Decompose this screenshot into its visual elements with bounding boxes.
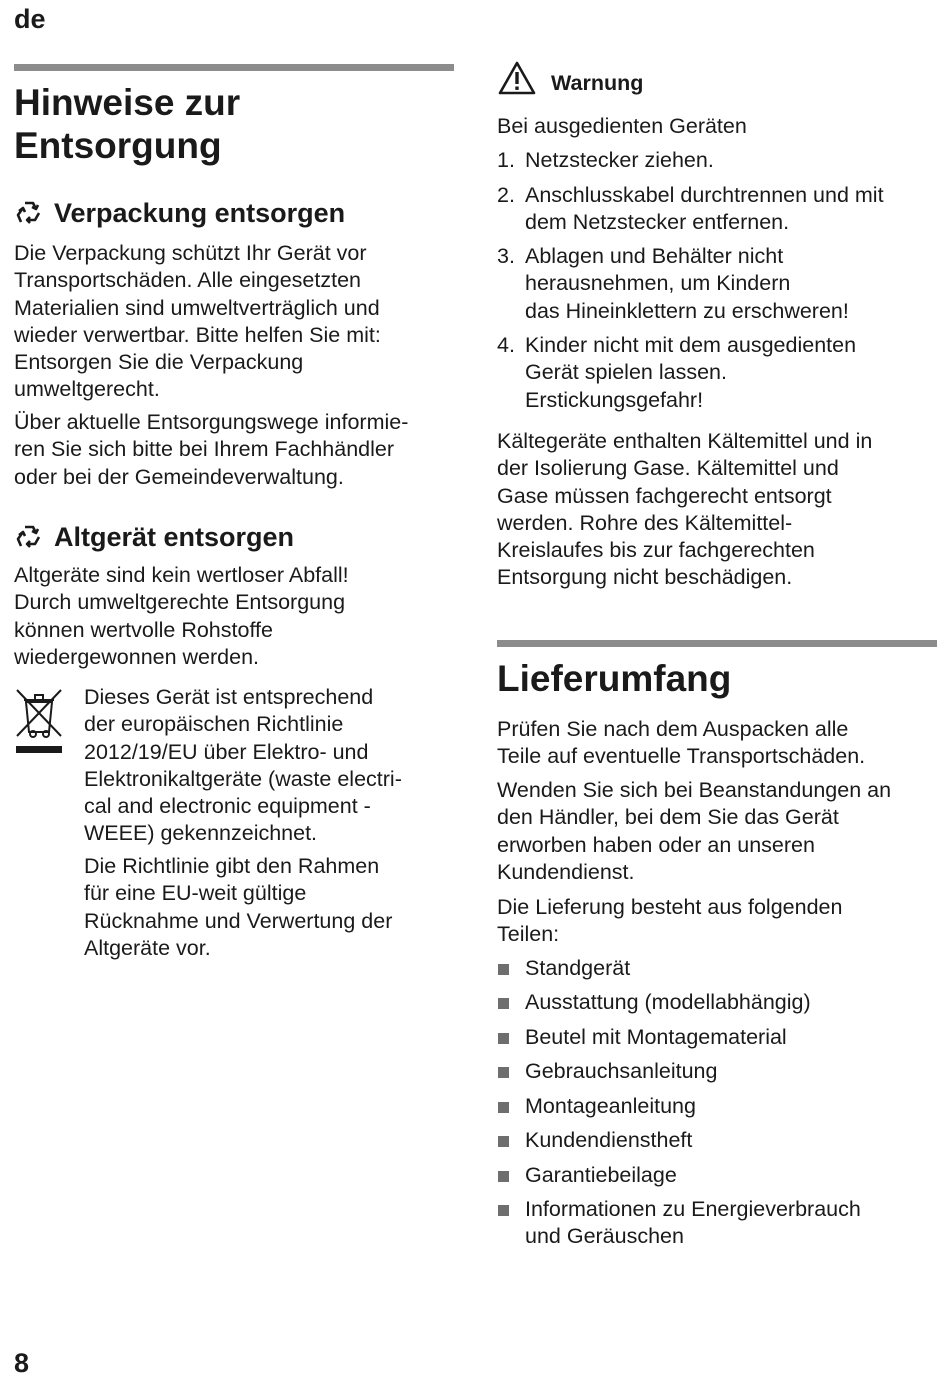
square-bullet-icon — [498, 1136, 509, 1147]
list-item-text: Standgerät — [525, 956, 631, 980]
section-rule — [14, 64, 454, 71]
list-item-text: Kundendienstheft — [525, 1128, 693, 1152]
step-number: 1. — [497, 148, 515, 172]
list-item-text: Informationen zu Energieverbrauch und Geräuschen — [525, 1197, 861, 1249]
square-bullet-icon — [498, 998, 509, 1009]
old-appliance-paragraph: Altgeräte sind kein wertloser Abfall! Durch umweltgerechte Entsorgung können wertvolle Rohstoffe wiedergewonnen werden. — [14, 563, 349, 669]
step-text: Anschlusskabel durchtrennen und mit dem Netzstecker entfernen. — [525, 183, 884, 235]
delivery-paragraph-3: Die Lieferung besteht aus folgenden Teilen: — [497, 895, 843, 947]
disposal-title-line1: Hinweise zur — [14, 82, 241, 123]
old-appliance-heading — [14, 521, 294, 553]
square-bullet-icon — [498, 1067, 509, 1078]
step-text: Kinder nicht mit dem ausgedienten Gerät spielen lassen. Erstickungsgefahr! — [525, 333, 857, 412]
packaging-paragraph-2: Über aktuelle Entsorgungswege informie- ren Sie sich bitte bei Ihrem Fachhändler oder bei der Gemeindeverwaltung. — [14, 410, 409, 489]
step-text: Netzstecker ziehen. — [525, 148, 714, 172]
list-item-text: Montageanleitung — [525, 1094, 696, 1118]
warning-intro: Bei ausgedienten Geräten — [497, 114, 747, 138]
square-bullet-icon — [498, 1171, 509, 1182]
packaging-heading — [14, 197, 345, 229]
list-item-text: Garantiebeilage — [525, 1163, 677, 1187]
page-number: 8 — [14, 1348, 30, 1378]
square-bullet-icon — [498, 1033, 509, 1044]
list-item-text: Gebrauchsanleitung — [525, 1059, 718, 1083]
square-bullet-icon — [498, 1205, 509, 1216]
square-bullet-icon — [498, 1102, 509, 1113]
disposal-title-line2: Entsorgung — [14, 125, 222, 166]
step-number: 3. — [497, 244, 515, 268]
section-rule — [497, 640, 937, 647]
square-bullet-icon — [498, 964, 509, 975]
warning-label: Warnung — [551, 71, 644, 95]
step-number: 4. — [497, 333, 515, 357]
delivery-paragraph-1: Prüfen Sie nach dem Auspacken alle Teile auf eventuelle Transportschäden. — [497, 717, 866, 769]
packaging-paragraph-1: Die Verpackung schützt Ihr Gerät vor Transportschäden. Alle eingesetzten Materialien sind umweltverträglich und wieder verwertbar. Bitte helfen Sie mit: Entsorgen Sie die Verpackung umweltgerecht. — [14, 241, 381, 402]
weee-paragraph-1: Dieses Gerät ist entsprechend der europäischen Richtlinie 2012/19/EU über Elektro- und Elektronikaltgeräte (waste electri- cal and electronic equipment - WEEE) gekennzeichnet. — [84, 685, 402, 846]
packaging-heading-text: Verpackung entsorgen — [54, 198, 346, 228]
disposal-title — [14, 81, 240, 167]
warning-triangle-icon — [497, 60, 537, 96]
recycle-icon — [14, 198, 44, 228]
language-code: de — [14, 4, 46, 34]
crossed-out-bin-icon — [14, 688, 64, 756]
old-appliance-heading-text: Altgerät entsorgen — [54, 522, 295, 552]
recycle-icon — [14, 522, 44, 552]
refrigerant-paragraph: Kältegeräte enthalten Kältemittel und in der Isolierung Gase. Kältemittel und Gase müssen fachgerecht entsorgt werden. Rohre des Kältemittel- Kreislaufes bis zur fachgerechten Entsorgung nicht beschädigen. — [497, 429, 873, 590]
step-text: Ablagen und Behälter nicht herausnehmen, um Kindern das Hineinklettern zu erschweren! — [525, 244, 849, 323]
warning-heading — [497, 60, 643, 96]
list-item-text: Beutel mit Montagematerial — [525, 1025, 787, 1049]
weee-paragraph-2: Die Richtlinie gibt den Rahmen für eine EU-weit gültige Rücknahme und Verwertung der Altgeräte vor. — [84, 854, 393, 960]
delivery-paragraph-2: Wenden Sie sich bei Beanstandungen an den Händler, bei dem Sie das Gerät erworben haben oder an unseren Kundendienst. — [497, 778, 892, 884]
delivery-title: Lieferumfang — [497, 658, 732, 699]
step-number: 2. — [497, 183, 515, 207]
list-item-text: Ausstattung (modellabhängig) — [525, 990, 811, 1014]
